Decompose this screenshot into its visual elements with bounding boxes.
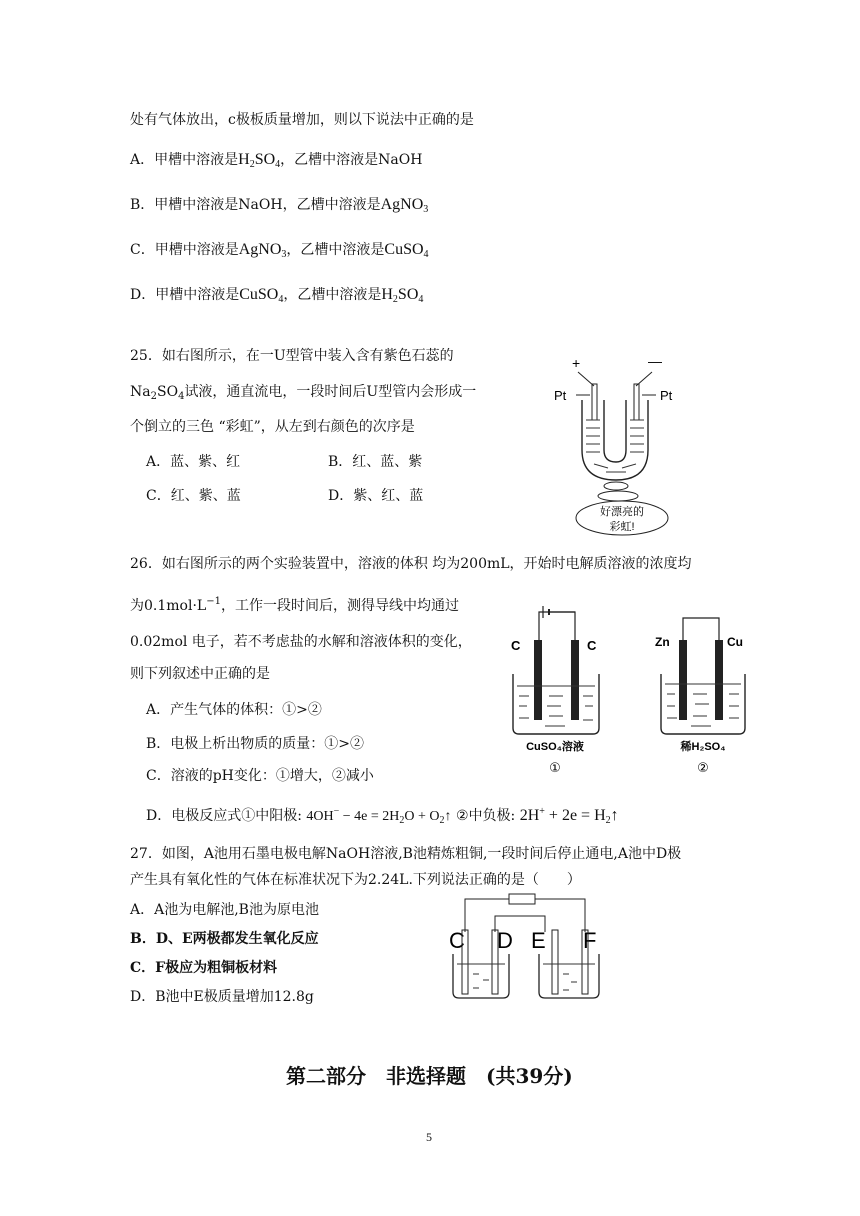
electrode-c1-label: C — [511, 638, 521, 653]
q25-line3: 个倒立的三色 “彩虹”，从左到右颜色的次序是 — [130, 419, 415, 435]
q26-option-a: A．产生气体的体积：①>② — [146, 702, 322, 718]
q24-option-c: C．甲槽中溶液是AgNO$_3$，乙槽中溶液是CuSO$_4$ — [130, 241, 429, 260]
q26-option-c: C．溶液的pH变化：①增大，②减小 — [146, 768, 374, 784]
cell-2-solution-label: 稀H₂SO₄ — [680, 741, 726, 753]
q26-line4: 则下列叙述中正确的是 — [130, 666, 270, 682]
q27-line1: 27．如图，A池用石墨电极电解NaOH溶液,B池精炼粗铜,一段时间后停止通电,A池中D极 — [130, 846, 682, 862]
q25-option-b: B．红、蓝、紫 — [328, 454, 423, 470]
q26-option-b: B．电极上析出物质的质量：①>② — [146, 736, 365, 752]
electrode-d-label: D — [497, 928, 513, 953]
q27-option-c: C．F极应为粗铜板材料 — [130, 960, 278, 976]
q27-line2: 产生具有氧化性的气体在标准状况下为2.24L.下列说法正确的是（ ） — [130, 872, 581, 888]
electrode-f-label: F — [583, 928, 597, 953]
q24-stem-tail: 处有气体放出，c极板质量增加，则以下说法中正确的是 — [130, 112, 474, 128]
electrode-e — [552, 930, 558, 994]
copper-electrode — [715, 640, 723, 720]
q26-option-d: D．电极反应式①中阳极: $4OH^- - 4e = 2H_2O$ + $O_2↑$ ②中负极: $2H^+ + 2e = H_2↑$ — [146, 806, 619, 826]
power-source — [509, 894, 535, 904]
cell-2-number: ② — [697, 760, 709, 775]
q24-option-a: A．甲槽中溶液是$H_2SO_4$，乙槽中溶液是NaOH — [130, 151, 423, 170]
u-tube-figure — [548, 350, 698, 538]
electrolysis-cells-figure — [505, 600, 755, 780]
electrode-c2-label: C — [587, 638, 597, 653]
thought-dot-medium — [598, 491, 638, 501]
minus-sign: — — [648, 353, 662, 369]
two-pool-figure — [445, 892, 610, 1002]
bubble-text-line1: 好漂亮的 — [600, 506, 644, 518]
q25-option-a: A．蓝、紫、红 — [146, 454, 241, 470]
thought-dot-small — [604, 482, 628, 490]
q26-line1: 26．如右图所示的两个实验装置中，溶液的体积 均为200mL，开始时电解质溶液的浓度均 — [130, 556, 692, 572]
carbon-electrode-right — [571, 640, 579, 720]
q25-option-c: C．红、紫、蓝 — [146, 488, 241, 504]
cell-1-solution-label: CuSO₄溶液 — [526, 741, 584, 753]
wire-2 — [683, 618, 719, 640]
q27-option-a: A．A池为电解池,B池为原电池 — [130, 902, 319, 918]
cell-1 — [511, 606, 599, 775]
cell-1-number: ① — [549, 760, 561, 775]
bubble-text-line2: 彩虹! — [609, 521, 635, 533]
pool-a — [453, 954, 509, 998]
plus-sign: + — [572, 355, 581, 371]
electrode-cu-label: Cu — [727, 635, 743, 649]
q24-option-d: D．甲槽中溶液是CuSO$_4$，乙槽中溶液是$H_2SO_4$ — [130, 286, 424, 305]
pt-electrode-right — [634, 384, 639, 420]
pt-right-label: Pt — [660, 388, 673, 403]
section-heading: 第二部分 非选择题 (共39分) — [286, 1064, 573, 1088]
electrode-c-label: C — [449, 928, 465, 953]
carbon-electrode-left — [534, 640, 542, 720]
q26-line2: 为$0.1mol\cdot L^{-1}$，工作一段时间后，测得导线中均通过 — [130, 596, 459, 614]
electrode-zn-label: Zn — [655, 635, 670, 649]
cell-2 — [655, 618, 745, 775]
q27-option-d: D．B池中E极质量增加12.8g — [130, 989, 314, 1005]
electrode-e-label: E — [531, 928, 546, 953]
beaker-1 — [513, 674, 599, 734]
q25-option-d: D．紫、红、蓝 — [328, 488, 424, 504]
pt-left-label: Pt — [554, 388, 567, 403]
q25-line1: 25．如右图所示，在一U型管中装入含有紫色石蕊的 — [130, 348, 454, 364]
page-number: 5 — [426, 1130, 432, 1144]
q24-option-b: B．甲槽中溶液是NaOH，乙槽中溶液是AgNO$_3$ — [130, 196, 429, 215]
zinc-electrode — [679, 640, 687, 720]
q27-option-b: B．D、E两极都发生氧化反应 — [130, 931, 319, 947]
u-tube-inner — [604, 400, 626, 462]
q26-line3: 0.02mol 电子，若不考虑盐的水解和溶液体积的变化， — [130, 634, 472, 650]
q25-line2: $Na_2SO_4$试液，通直流电，一段时间后U型管内会形成一 — [130, 384, 477, 402]
pool-b — [539, 954, 599, 998]
pt-electrode-left — [592, 384, 597, 420]
